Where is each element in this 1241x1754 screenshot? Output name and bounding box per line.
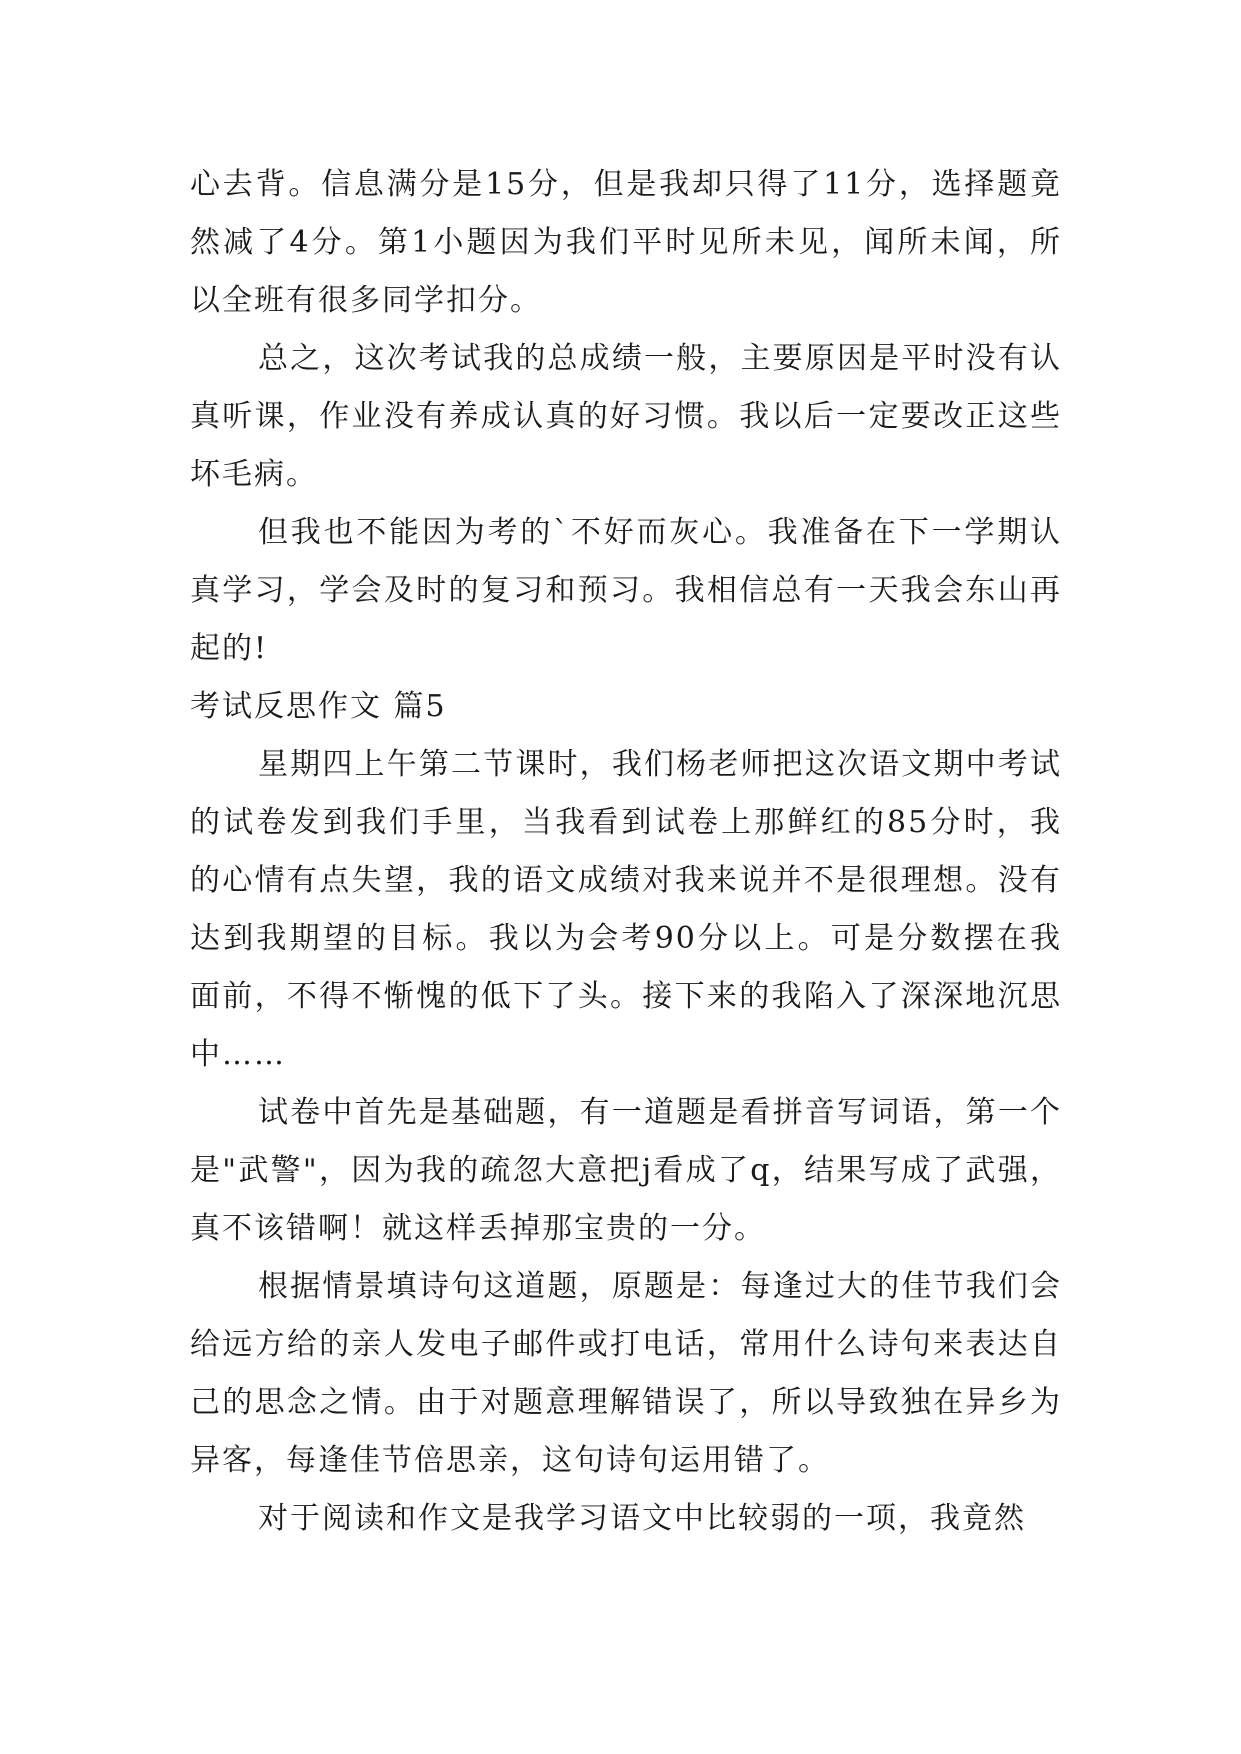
paragraph: 星期四上午第二节课时，我们杨老师把这次语文期中考试的试卷发到我们手里，当我看到试卷上那鲜红的85分时，我的心情有点失望，我的语文成绩对我来说并不是很理想。没有达到我期望的目标。我以为会考90分以上。可是分数摆在我面前，不得不惭愧的低下了头。接下来的我陷入了深深地沉思中…… <box>190 747 1062 1072</box>
paragraph: 对于阅读和作文是我学习语文中比较弱的一项，我竟然 <box>258 1501 1026 1536</box>
paragraph: 但我也不能因为考的`不好而灰心。我准备在下一学期认真学习，学会及时的复习和预习。我相信总有一天我会东山再起的! <box>190 515 1062 666</box>
paragraph: 心去背。信息满分是15分，但是我却只得了11分，选择题竟然减了4分。第1小题因为我们平时见所未见，闻所未闻，所以全班有很多同学扣分。 <box>190 167 1062 318</box>
paragraph: 总之，这次考试我的总成绩一般，主要原因是平时没有认真听课，作业没有养成认真的好习惯。我以后一定要改正这些坏毛病。 <box>190 341 1062 492</box>
paragraph: 根据情景填诗句这道题，原题是：每逢过大的佳节我们会给远方给的亲人发电子邮件或打电话，常用什么诗句来表达自己的思念之情。由于对题意理解错误了，所以导致独在异乡为异客，每逢佳节倍思亲，这句诗句运用错了。 <box>190 1269 1062 1478</box>
section-title: 考试反思作文 篇5 <box>190 689 447 724</box>
document-body <box>190 156 1062 1548</box>
paragraph: 试卷中首先是基础题，有一道题是看拼音写词语，第一个是"武警"，因为我的疏忽大意把j看成了q，结果写成了武强，真不该错啊！就这样丢掉那宝贵的一分。 <box>190 1095 1062 1246</box>
